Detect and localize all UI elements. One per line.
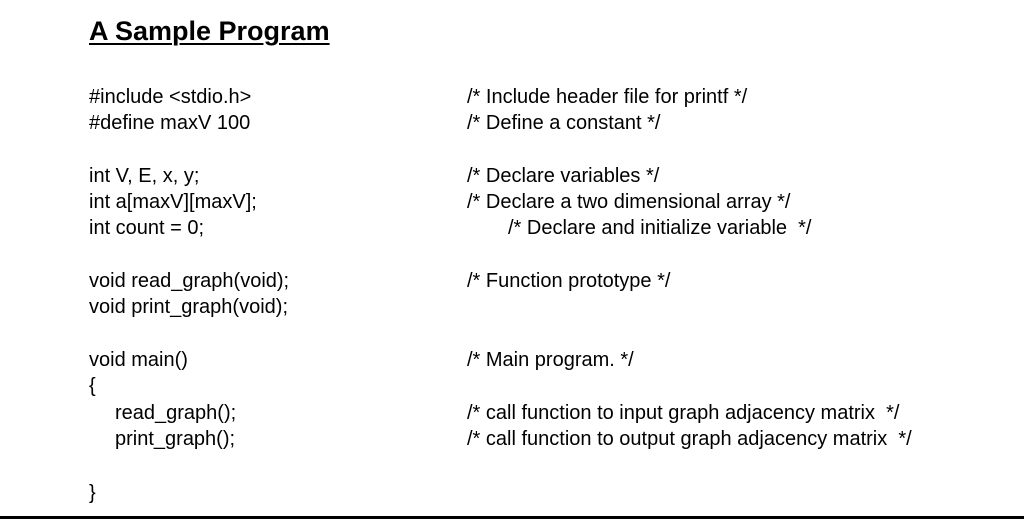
comment-define: /* Define a constant */: [467, 112, 661, 134]
comment-main-program: /* Main program. */: [467, 349, 634, 371]
code-line-close-brace: }: [89, 482, 96, 504]
slide-title: A Sample Program: [89, 16, 330, 46]
code-line-declare-vars: int V, E, x, y;: [89, 165, 200, 187]
code-line-main: void main(): [89, 349, 188, 371]
code-line-count: int count = 0;: [89, 217, 205, 239]
code-line-read-call: read_graph();: [115, 402, 237, 424]
comment-output-call: /* call function to output graph adjacency matrix */: [467, 428, 912, 450]
comment-init-variable: /* Declare and initialize variable */: [508, 217, 812, 239]
code-line-open-brace: {: [89, 375, 96, 397]
code-line-print-proto: void print_graph(void);: [89, 296, 288, 318]
code-line-read-proto: void read_graph(void);: [89, 270, 290, 292]
comment-declare-array: /* Declare a two dimensional array */: [467, 191, 791, 213]
code-line-print-call: print_graph();: [115, 428, 236, 450]
code-line-include: #include <stdio.h>: [89, 86, 252, 108]
comment-function-prototype: /* Function prototype */: [467, 270, 671, 292]
comment-include: /* Include header file for printf */: [467, 86, 748, 108]
comment-input-call: /* call function to input graph adjacency matrix */: [467, 402, 900, 424]
comment-declare-vars: /* Declare variables */: [467, 165, 660, 187]
code-line-declare-array: int a[maxV][maxV];: [89, 191, 257, 213]
code-line-define: #define maxV 100: [89, 112, 251, 134]
